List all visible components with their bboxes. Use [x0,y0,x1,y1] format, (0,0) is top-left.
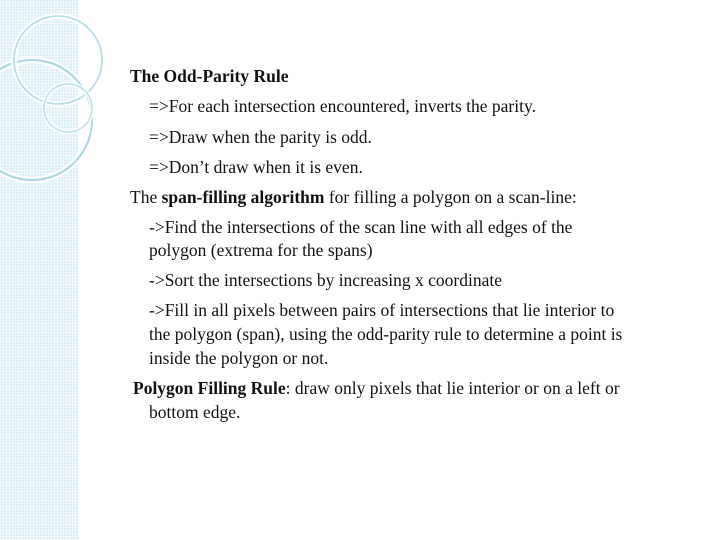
filling-rule [133,377,620,399]
span-intro-prefix: The [130,187,162,207]
step-3-line-2: the polygon (span), using the odd-parity rule to determine a point is [149,324,623,344]
parity-item-3: =>Don’t draw when it is even. [149,157,363,177]
span-term: span-filling algorithm [161,187,325,207]
filling-rule-text: : draw only pixels that lie interior or on a left or [285,378,620,398]
step-1-line-2: polygon (extrema for the spans) [149,240,373,260]
step-3-line-1: ->Fill in all pixels between pairs of intersections that lie interior to [149,300,615,320]
step-2-line-1: ->Sort the intersections by increasing x coordinate [149,270,502,290]
parity-item-2: =>Draw when the parity is odd. [149,127,372,147]
filling-rule-term: Polygon Filling Rule [133,378,286,398]
span-intro-suffix: for filling a polygon on a scan-line: [324,187,577,207]
slide-heading: The Odd-Parity Rule [130,66,289,86]
filling-rule-line-2: bottom edge. [149,402,241,422]
parity-item-1: =>For each intersection encountered, inverts the parity. [149,96,536,116]
span-intro [130,186,577,208]
step-1-line-1: ->Find the intersections of the scan line with all edges of the [149,217,573,237]
step-3-line-3: inside the polygon or not. [149,348,329,368]
